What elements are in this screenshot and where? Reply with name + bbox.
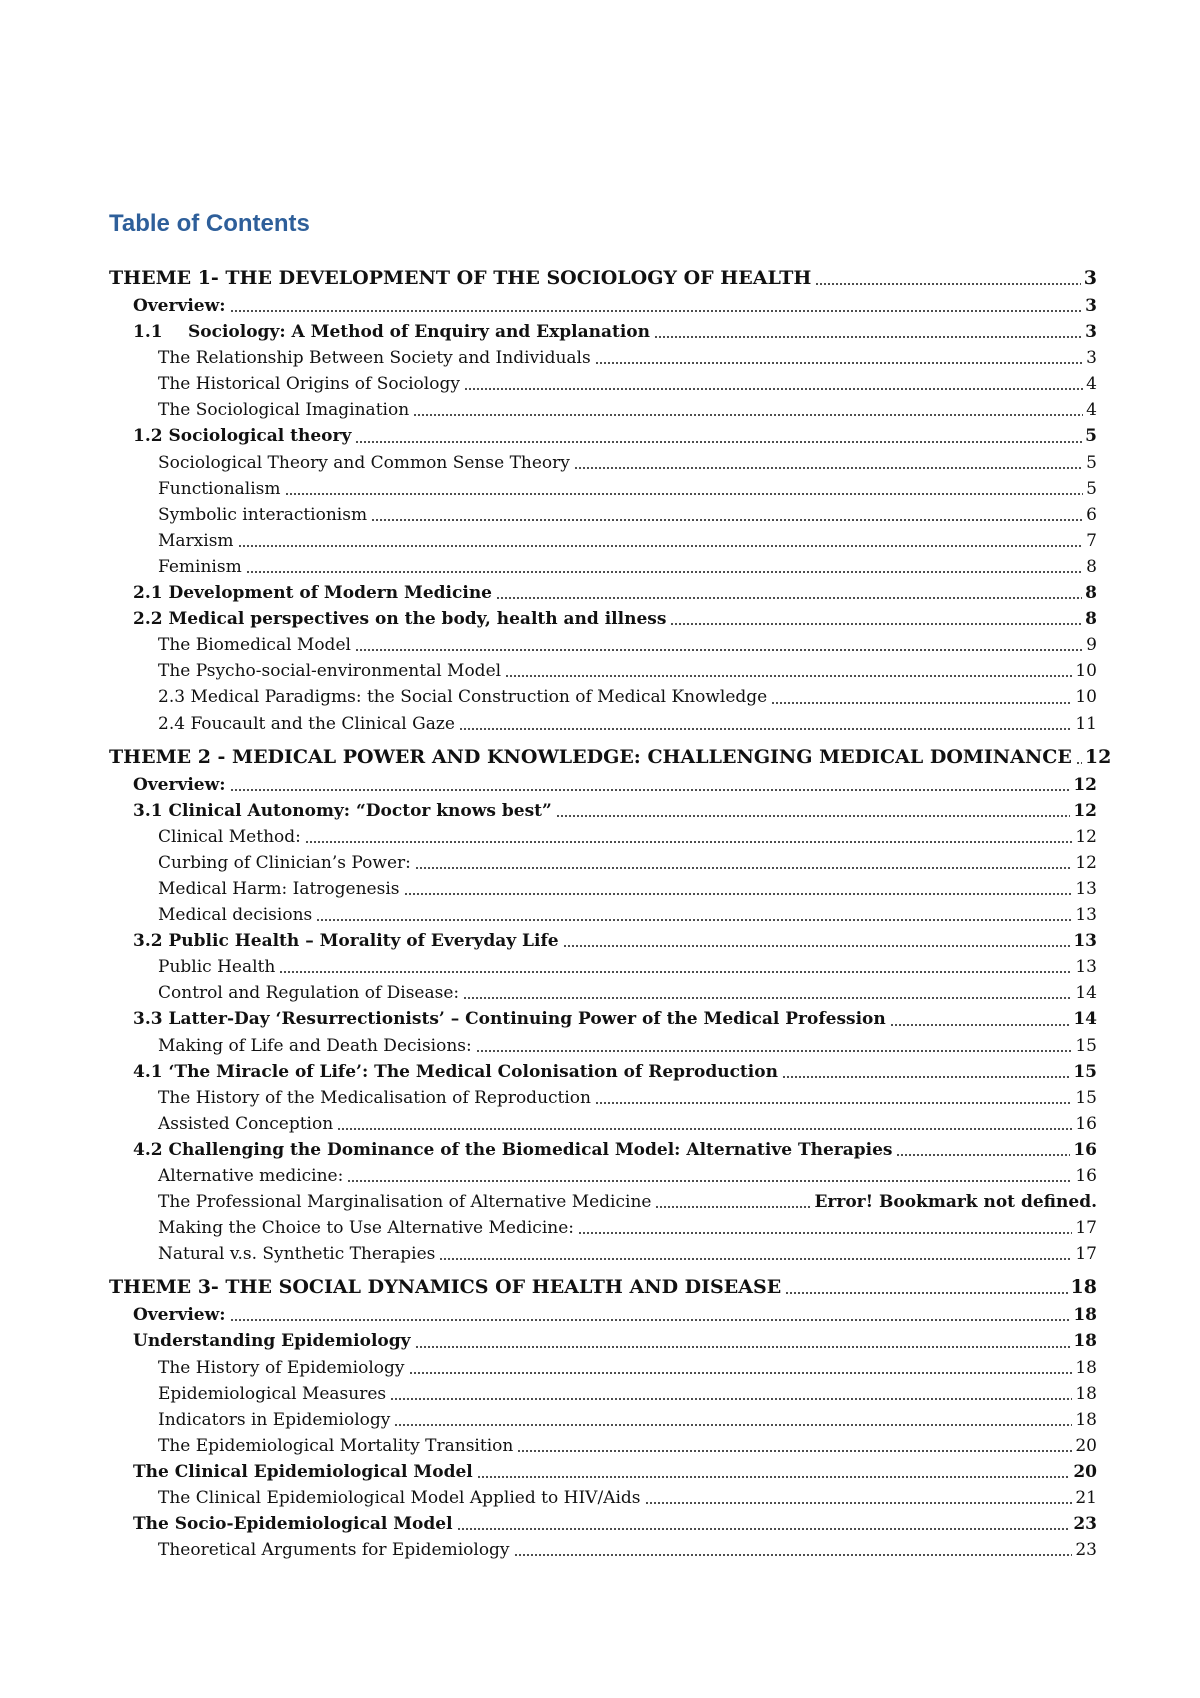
toc-subsection-entry[interactable] — [109, 632, 1097, 658]
toc-subsection-entry[interactable] — [109, 554, 1097, 580]
toc-page-number: 3 — [1086, 348, 1097, 369]
toc-page-number: 23 — [1073, 1514, 1097, 1535]
toc-subsection-entry[interactable] — [109, 1215, 1097, 1241]
toc-subsection-entry[interactable] — [109, 1189, 1097, 1215]
toc-page-number: 8 — [1085, 583, 1097, 604]
toc-entry-label: Symbolic interactionism — [158, 504, 368, 525]
dot-leader — [517, 1450, 1072, 1452]
toc-page-number: 23 — [1075, 1540, 1097, 1561]
toc-subsection-entry[interactable] — [109, 1163, 1097, 1189]
toc-page-number: 3 — [1083, 267, 1097, 289]
toc-section-entry[interactable] — [109, 928, 1097, 954]
dot-leader — [409, 1372, 1073, 1374]
toc-theme-entry[interactable] — [109, 742, 1112, 772]
toc-entry-label: Control and Regulation of Disease: — [158, 983, 460, 1004]
toc-entry-label: Making the Choice to Use Alternative Medicine: — [158, 1218, 574, 1239]
dot-leader — [459, 728, 1072, 730]
toc-page-number: 18 — [1073, 1305, 1097, 1326]
toc-entry-label: Marxism — [158, 530, 234, 551]
toc-entry-label: Clinical Method: — [158, 826, 301, 847]
dot-leader — [514, 1554, 1073, 1556]
dot-leader — [457, 1528, 1071, 1530]
toc-section-entry[interactable] — [109, 606, 1097, 632]
dot-leader — [771, 702, 1072, 704]
toc-page-number: 10 — [1075, 687, 1097, 708]
toc-entry-label: Making of Life and Death Decisions: — [158, 1035, 472, 1056]
toc-subsection-entry[interactable] — [109, 476, 1097, 502]
toc-entry-label: Feminism — [158, 556, 242, 577]
dot-leader — [316, 919, 1072, 921]
dot-leader — [890, 1024, 1071, 1026]
toc-subsection-entry[interactable] — [109, 371, 1097, 397]
dot-leader — [655, 1206, 811, 1208]
toc-subsection-entry[interactable] — [109, 397, 1097, 423]
toc-subsection-entry[interactable] — [109, 954, 1097, 980]
toc-section-entry[interactable] — [109, 1137, 1097, 1163]
dot-leader — [285, 493, 1084, 495]
toc-page-number: 17 — [1075, 1244, 1097, 1265]
toc-page-number: 3 — [1085, 296, 1097, 316]
toc-entry-label: The Psycho-social-environmental Model — [158, 661, 502, 682]
dot-leader — [404, 893, 1073, 895]
toc-entry-label: The Clinical Epidemiological Model — [133, 1461, 473, 1482]
toc-section-entry[interactable] — [109, 798, 1097, 824]
toc-entry-label — [133, 319, 650, 345]
toc-entry-label: THEME 2 - MEDICAL POWER AND KNOWLEDGE: CHALLENGING MEDICAL DOMINANCE — [109, 745, 1072, 768]
toc-page-number: 4 — [1086, 374, 1097, 395]
dot-leader — [464, 388, 1083, 390]
toc-entry-label: Sociological Theory and Common Sense Theory — [158, 452, 570, 473]
toc-page-number: 18 — [1075, 1383, 1097, 1404]
toc-page-number: 5 — [1086, 452, 1097, 473]
toc-subsection-entry[interactable] — [109, 345, 1097, 371]
toc-entry-label: The History of Epidemiology — [158, 1357, 405, 1378]
toc-page-number: 14 — [1075, 983, 1097, 1004]
dot-leader — [305, 841, 1073, 843]
toc-entry-label: Understanding Epidemiology — [133, 1331, 411, 1352]
toc-entry-label: 2.1 Development of Modern Medicine — [133, 583, 492, 604]
toc-page-number: 12 — [1075, 852, 1097, 873]
toc-subsection-entry[interactable] — [109, 1241, 1097, 1267]
toc-section-entry[interactable] — [109, 293, 1097, 319]
toc-subsection-entry[interactable] — [109, 1355, 1097, 1381]
dot-leader — [645, 1502, 1073, 1504]
toc-section-entry[interactable] — [109, 580, 1097, 606]
toc-list — [109, 263, 1112, 1563]
toc-page-number: 8 — [1085, 609, 1097, 630]
toc-page-number: 15 — [1075, 1087, 1097, 1108]
toc-entry-label: THEME 1- THE DEVELOPMENT OF THE SOCIOLOGY OF HEALTH — [109, 267, 812, 289]
toc-entry-label: The Relationship Between Society and Individuals — [158, 348, 591, 369]
toc-entry-label: Natural v.s. Synthetic Therapies — [158, 1244, 436, 1265]
toc-heading: Table of Contents — [109, 210, 310, 237]
toc-entry-label: The Socio-Epidemiological Model — [133, 1514, 453, 1535]
dot-leader — [670, 623, 1082, 625]
dot-leader — [347, 1180, 1072, 1182]
toc-section-entry[interactable] — [109, 1006, 1097, 1032]
toc-subsection-entry[interactable] — [109, 1433, 1097, 1459]
toc-subsection-entry[interactable] — [109, 876, 1097, 902]
toc-section-entry[interactable] — [109, 1059, 1097, 1085]
toc-page-number: 15 — [1075, 1035, 1097, 1056]
toc-page-number: 8 — [1086, 556, 1097, 577]
toc-subsection-entry[interactable] — [109, 824, 1097, 850]
toc-subsection-entry[interactable] — [109, 658, 1097, 684]
toc-subsection-entry[interactable] — [109, 902, 1097, 928]
toc-page-number: 11 — [1075, 713, 1097, 734]
toc-entry-label: The Historical Origins of Sociology — [158, 374, 460, 395]
toc-page-number: 12 — [1084, 745, 1112, 768]
dot-leader — [355, 441, 1082, 443]
dot-leader — [238, 545, 1084, 547]
toc-entry-label: Public Health — [158, 957, 276, 978]
toc-entry-label: Overview: — [133, 1305, 226, 1326]
toc-page-number: 5 — [1085, 426, 1097, 447]
toc-page-number: 7 — [1086, 530, 1097, 551]
toc-section-entry[interactable] — [109, 1459, 1097, 1485]
toc-entry-label: Theoretical Arguments for Epidemiology — [158, 1540, 510, 1561]
toc-subsection-entry[interactable] — [109, 1485, 1097, 1511]
toc-page-number: 5 — [1086, 478, 1097, 499]
toc-entry-label: Epidemiological Measures — [158, 1383, 387, 1404]
toc-page-number: 16 — [1075, 1113, 1097, 1134]
toc-entry-label: Functionalism — [158, 478, 281, 499]
toc-page-number: 12 — [1073, 774, 1097, 795]
toc-subsection-entry[interactable] — [109, 684, 1097, 710]
dot-leader — [230, 310, 1083, 312]
toc-entry-label: Medical decisions — [158, 905, 313, 926]
toc-page-number: 3 — [1085, 322, 1097, 343]
toc-entry-label: The History of the Medicalisation of Reproduction — [158, 1087, 591, 1108]
toc-page-number: 18 — [1073, 1331, 1097, 1352]
toc-page-number: 13 — [1075, 957, 1097, 978]
toc-subsection-entry[interactable] — [109, 711, 1097, 737]
toc-entry-label: 2.2 Medical perspectives on the body, health and illness — [133, 609, 667, 630]
dot-leader — [230, 789, 1071, 791]
toc-entry-label: 3.1 Clinical Autonomy: “Doctor knows best” — [133, 800, 552, 821]
toc-entry-label: The Epidemiological Mortality Transition — [158, 1435, 514, 1456]
toc-subsection-entry[interactable] — [109, 1407, 1097, 1433]
toc-section-entry[interactable] — [109, 319, 1097, 345]
dot-leader — [477, 1476, 1071, 1478]
toc-page-number: 12 — [1075, 826, 1097, 847]
dot-leader — [556, 815, 1071, 817]
toc-entry-label: The Professional Marginalisation of Alternative Medicine — [158, 1192, 652, 1213]
toc-page-number: 13 — [1073, 931, 1097, 952]
dot-leader — [355, 649, 1083, 651]
dot-leader — [415, 867, 1073, 869]
dot-leader — [439, 1258, 1072, 1260]
toc-subsection-entry[interactable] — [109, 528, 1097, 554]
dot-leader — [1076, 762, 1082, 764]
toc-entry-number: 1.1 — [133, 322, 163, 343]
dot-leader — [279, 971, 1072, 973]
dot-leader — [496, 597, 1082, 599]
dot-leader — [337, 1128, 1072, 1130]
dot-leader — [654, 336, 1082, 338]
toc-page-number: 18 — [1075, 1409, 1097, 1430]
toc-subsection-entry[interactable] — [109, 502, 1097, 528]
toc-entry-label: The Sociological Imagination — [158, 400, 410, 421]
toc-page-number: Error! Bookmark not defined. — [814, 1192, 1097, 1213]
dot-leader — [463, 997, 1072, 999]
toc-section-entry[interactable] — [109, 1328, 1097, 1354]
dot-leader — [595, 1102, 1072, 1104]
toc-section-entry[interactable] — [109, 423, 1097, 449]
toc-subsection-entry[interactable] — [109, 1085, 1097, 1111]
toc-entry-label: 2.3 Medical Paradigms: the Social Construction of Medical Knowledge — [158, 687, 768, 708]
dot-leader — [574, 467, 1083, 469]
toc-entry-label: The Biomedical Model — [158, 635, 351, 656]
toc-page-number: 18 — [1070, 1276, 1097, 1299]
toc-page-number: 12 — [1073, 800, 1097, 821]
toc-page-number: 6 — [1086, 504, 1097, 525]
dot-leader — [413, 414, 1083, 416]
toc-subsection-entry[interactable] — [109, 980, 1097, 1006]
dot-leader — [578, 1232, 1072, 1234]
dot-leader — [782, 1076, 1070, 1078]
toc-entry-label: Alternative medicine: — [158, 1166, 344, 1186]
toc-page-number: 16 — [1075, 1166, 1097, 1186]
toc-entry-label: Medical Harm: Iatrogenesis — [158, 878, 400, 899]
dot-leader — [394, 1424, 1072, 1426]
toc-entry-label: Curbing of Clinician’s Power: — [158, 852, 411, 873]
toc-page-number: 15 — [1073, 1061, 1097, 1082]
dot-leader — [246, 571, 1083, 573]
dot-leader — [595, 362, 1083, 364]
toc-page-number: 21 — [1075, 1488, 1097, 1509]
toc-subsection-entry[interactable] — [109, 1111, 1097, 1137]
dot-leader — [896, 1154, 1070, 1156]
toc-page-number: 13 — [1075, 878, 1097, 899]
toc-entry-label: 1.2 Sociological theory — [133, 426, 352, 447]
toc-page-number: 13 — [1075, 905, 1097, 926]
dot-leader — [415, 1346, 1071, 1348]
dot-leader — [230, 1319, 1071, 1321]
dot-leader — [563, 945, 1071, 947]
toc-page-number: 20 — [1073, 1461, 1097, 1482]
toc-page-number: 10 — [1075, 661, 1097, 682]
dot-leader — [815, 283, 1080, 285]
toc-page-number: 20 — [1075, 1435, 1097, 1456]
toc-entry-label: 2.4 Foucault and the Clinical Gaze — [158, 713, 455, 734]
toc-theme-entry[interactable] — [109, 1272, 1097, 1302]
toc-entry-label: The Clinical Epidemiological Model Applied to HIV/Aids — [158, 1488, 641, 1509]
toc-entry-label: Overview: — [133, 774, 226, 795]
toc-page-number: 17 — [1075, 1218, 1097, 1239]
toc-section-entry[interactable] — [109, 1302, 1097, 1328]
toc-entry-label: 4.2 Challenging the Dominance of the Biomedical Model: Alternative Therapies — [133, 1139, 893, 1160]
toc-section-entry[interactable] — [109, 1511, 1097, 1537]
toc-entry-label: Indicators in Epidemiology — [158, 1409, 391, 1430]
toc-page-number: 4 — [1086, 400, 1097, 421]
toc-theme-entry[interactable] — [109, 263, 1097, 293]
toc-subsection-entry[interactable] — [109, 1381, 1097, 1407]
toc-entry-label: Assisted Conception — [158, 1113, 334, 1134]
dot-leader — [476, 1050, 1073, 1052]
toc-subsection-entry[interactable] — [109, 1537, 1097, 1563]
dot-leader — [390, 1398, 1072, 1400]
toc-page-number: 16 — [1073, 1139, 1097, 1160]
dot-leader — [785, 1292, 1067, 1294]
toc-page-number: 18 — [1075, 1357, 1097, 1378]
toc-section-entry[interactable] — [109, 772, 1097, 798]
toc-entry-label: 4.1 ‘The Miracle of Life’: The Medical Colonisation of Reproduction — [133, 1061, 778, 1082]
toc-entry-text: Sociology: A Method of Enquiry and Explanation — [188, 322, 650, 343]
dot-leader — [371, 519, 1083, 521]
toc-page-number: 9 — [1086, 635, 1097, 656]
toc-subsection-entry[interactable] — [109, 850, 1097, 876]
toc-entry-label: Overview: — [133, 296, 226, 316]
toc-entry-label: 3.3 Latter-Day ‘Resurrectionists’ – Continuing Power of the Medical Profession — [133, 1009, 886, 1030]
toc-page-number: 14 — [1073, 1009, 1097, 1030]
toc-subsection-entry[interactable] — [109, 1033, 1097, 1059]
dot-leader — [505, 675, 1072, 677]
toc-subsection-entry[interactable] — [109, 450, 1097, 476]
toc-entry-label: 3.2 Public Health – Morality of Everyday Life — [133, 931, 559, 952]
toc-entry-label: THEME 3- THE SOCIAL DYNAMICS OF HEALTH AND DISEASE — [109, 1276, 782, 1299]
